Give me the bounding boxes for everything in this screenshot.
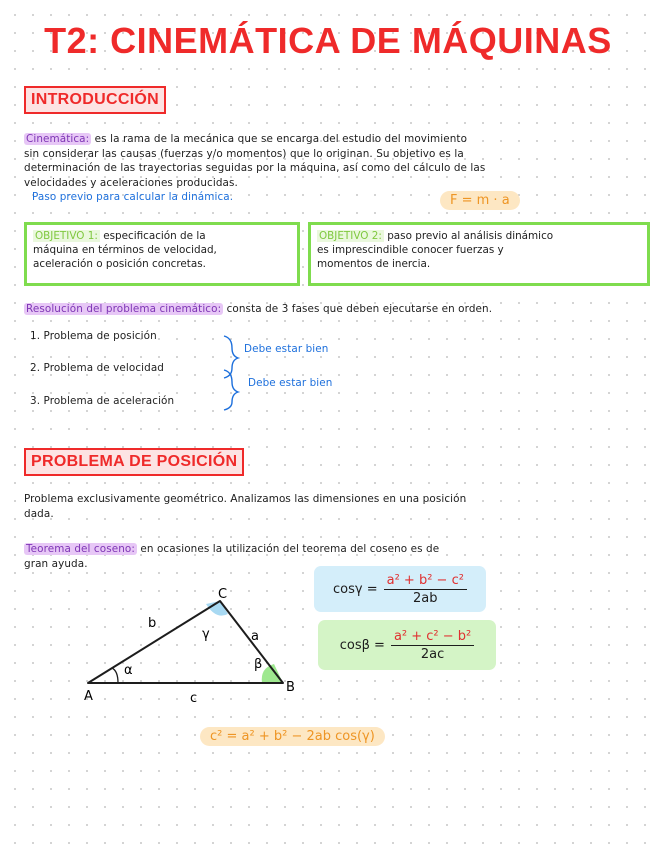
side-b-label: b	[148, 616, 157, 631]
position-line-1: Problema exclusivamente geométrico. Analizamos las dimensiones en una posición	[24, 493, 467, 505]
objective-1-line-3: aceleración o posición concretas.	[33, 258, 206, 271]
resolution-text: consta de 3 fases que deben ejecutarse en orden.	[226, 303, 493, 315]
resolution-step-2: 2. Problema de velocidad	[30, 362, 165, 374]
cos-beta-fraction	[391, 629, 474, 662]
angle-alpha-label: α	[124, 663, 133, 678]
objective-2-box	[308, 222, 650, 286]
position-paragraph	[24, 492, 644, 521]
step-note-1: Debe estar bien	[244, 343, 329, 355]
side-c-label: c	[190, 691, 198, 706]
cos-gamma-lhs: cosγ =	[333, 581, 378, 597]
vertex-b-label: B	[286, 680, 295, 695]
cos-beta-numerator: a² + c² − b²	[391, 629, 474, 646]
term-cinematica: Cinemática:	[26, 133, 90, 145]
side-a-label: a	[251, 629, 259, 644]
cos-gamma-fraction	[384, 573, 467, 606]
intro-line-4: velocidades y aceleraciones producidas.	[24, 176, 238, 189]
cos-gamma-denominator: 2ab	[413, 590, 438, 606]
objective-1-line-1: especificación de la	[103, 230, 206, 242]
angle-gamma-label: γ	[202, 627, 210, 642]
objective-2-line-1: paso previo al análisis dinámico	[387, 230, 554, 242]
intro-paragraph	[24, 132, 644, 205]
objective-2-label: OBJETIVO 2:	[319, 230, 382, 242]
intro-line-3: determinación de las trayectorias seguidas por la máquina, así como del cálculo de las	[24, 162, 486, 175]
intro-note: Paso previo para calcular la dinámica.	[32, 191, 234, 204]
cos-beta-denominator: 2ac	[420, 646, 445, 662]
cos-gamma-formula	[314, 566, 486, 612]
term-resolucion: Resolución del problema cinemático:	[26, 303, 222, 315]
angle-beta-label: β	[254, 657, 263, 672]
vertex-c-label: C	[218, 587, 228, 602]
newton-formula: F = m · a	[440, 191, 520, 210]
objective-2-line-2: es imprescindible conocer fuerzas y	[317, 244, 504, 257]
cos-beta-lhs: cosβ =	[339, 637, 385, 653]
intro-line-1: es la rama de la mecánica que se encarga del estudio del movimiento	[94, 133, 468, 145]
objective-1-line-2: máquina en términos de velocidad,	[33, 244, 217, 257]
page-title: T2: CINEMÁTICA DE MÁQUINAS	[44, 20, 612, 61]
section-heading-posicion: PROBLEMA DE POSICIÓN	[24, 448, 244, 476]
objective-1-box	[24, 222, 300, 286]
section-heading-introduccion: INTRODUCCIÓN	[24, 86, 166, 114]
objective-1-label: OBJETIVO 1:	[35, 230, 98, 242]
brace-2	[224, 370, 238, 410]
cos-beta-formula	[318, 620, 496, 670]
term-teorema-coseno: Teorema del coseno:	[26, 543, 135, 555]
position-line-2: dada.	[24, 507, 54, 520]
law-of-cosines: c² = a² + b² − 2ab cos(γ)	[200, 727, 385, 746]
cos-gamma-numerator: a² + b² − c²	[384, 573, 467, 590]
vertex-a-label: A	[84, 689, 93, 704]
step-note-2: Debe estar bien	[248, 377, 333, 389]
theorem-line-1: en ocasiones la utilización del teorema del coseno es de	[140, 543, 440, 555]
resolution-step-3: 3. Problema de aceleración	[30, 395, 175, 407]
intro-line-2: sin considerar las causas (fuerzas y/o momentos) que lo originan. Su objetivo es la	[24, 147, 464, 160]
objective-2-line-3: momentos de inercia.	[317, 258, 431, 271]
angle-alpha-arc	[112, 668, 118, 683]
triangle-diagram	[60, 580, 320, 710]
theorem-line-2: gran ayuda.	[24, 557, 88, 570]
resolution-paragraph	[24, 302, 650, 317]
resolution-step-1: 1. Problema de posición	[30, 330, 157, 342]
brace-1	[224, 336, 238, 378]
